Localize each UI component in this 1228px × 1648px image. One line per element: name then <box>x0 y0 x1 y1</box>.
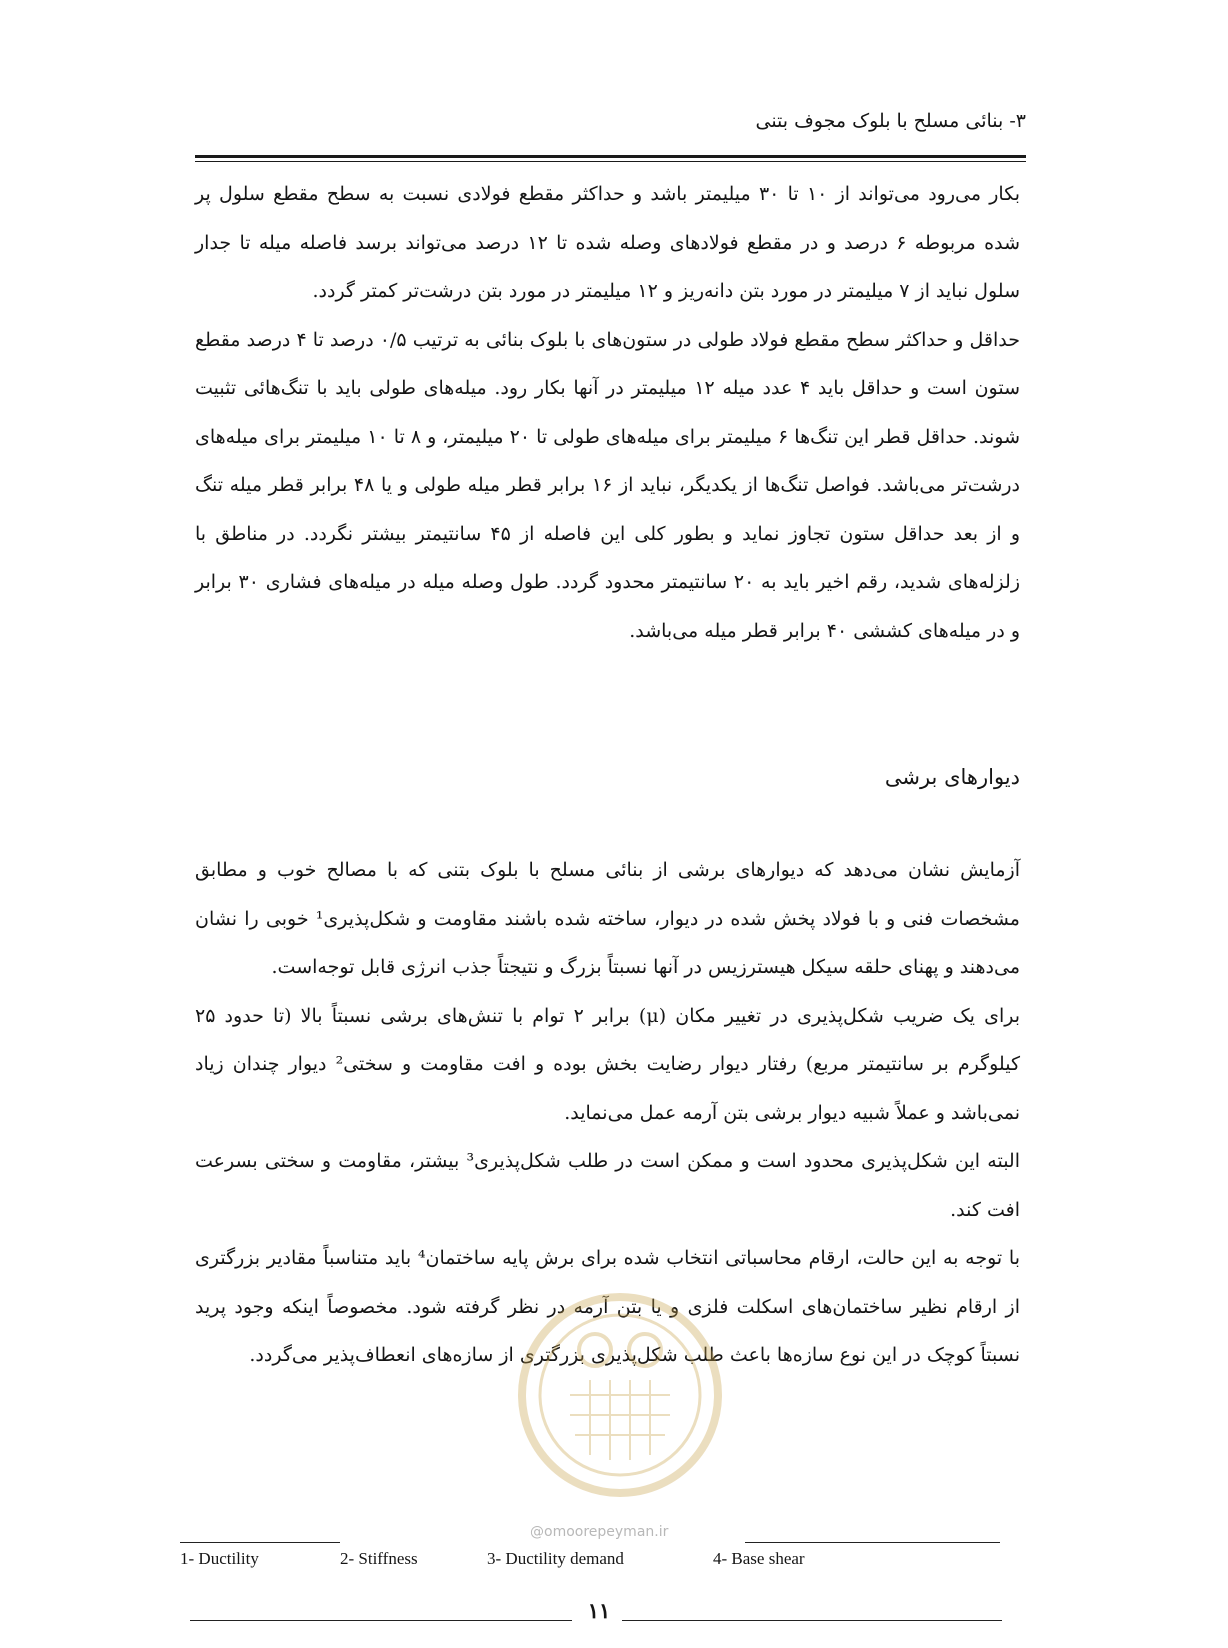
footer-rule <box>190 1620 572 1621</box>
footnote: 3- Ductility demand <box>487 1549 624 1568</box>
watermark-url: @omoorepeyman.ir <box>530 1524 669 1540</box>
footnote: 4- Base shear <box>713 1549 805 1568</box>
footnote-rule <box>745 1542 1000 1543</box>
paragraph: با توجه به این حالت، ارقام محاسباتی انتخاب شده برای برش پایه ساختمان⁴ باید متناسباً مقادیر بزرگتری از ارقام نظیر ساختمان‌های اسکلت فلزی و یا بتن آرمه در نظر گرفته شود. مخصوصاً اینکه وجود پرید نسبتاً کوچک در این نوع سازه‌ها باعث طلب شکل‌پذیری بزرگتری از سازه‌های انعطاف‌پذیر می‌گردد. <box>195 1247 1020 1366</box>
header-rule <box>195 155 1026 158</box>
paragraph: برای یک ضریب شکل‌پذیری در تغییر مکان (μ) برابر ۲ توام با تنش‌های برشی نسبتاً بالا (تا حدود ۲۵ کیلوگرم بر سانتیمتر مربع) رفتار دیوار رضایت بخش بوده و افت مقاومت و سختی² دیوار چندان زیاد نمی‌باشد و عملاً شبیه دیوار برشی بتن آرمه عمل می‌نماید. <box>195 1004 1020 1124</box>
watermark-stamp-icon <box>515 1290 725 1500</box>
running-head: ۳- بنائی مسلح با بلوک مجوف بتنی <box>755 110 1026 132</box>
paragraph: آزمایش نشان می‌دهد که دیوارهای برشی از بنائی مسلح با بلوک بتنی که با مصالح خوب و مطابق مشخصات فنی و با فولاد پخش شده در دیوار، ساخته شده باشند مقاومت و شکل‌پذیری¹ خوبی را نشان می‌دهند و پهنای حلقه سیکل هیسترزیس در آنها نسبتاً بزرگ و نتیجتاً جذب انرژی قابل توجه‌است. <box>195 859 1020 978</box>
body-text-top <box>195 170 1020 655</box>
paragraph: البته این شکل‌پذیری محدود است و ممکن است در طلب شکل‌پذیری³ بیشتر، مقاومت و سختی بسرعت افت کند. <box>195 1150 1020 1221</box>
footnote: 2- Stiffness <box>340 1549 418 1568</box>
paragraph: بکار می‌رود می‌تواند از ۱۰ تا ۳۰ میلیمتر باشد و حداکثر مقطع فولادی نسبت به سطح مقطع سلول پر شده مربوطه ۶ درصد و در مقطع فولادهای وصله شده تا ۱۲ درصد می‌تواند برسد فاصله میله تا جدار سلول نباید از ۷ میلیمتر در مورد بتن دانه‌ریز و ۱۲ میلیمتر در مورد بتن درشت‌تر کمتر گردد. <box>195 183 1021 302</box>
section-heading: دیوارهای برشی <box>884 765 1020 789</box>
footnote: 1- Ductility <box>180 1549 259 1568</box>
header-rule-thin <box>195 161 1026 162</box>
paragraph: حداقل و حداکثر سطح مقطع فولاد طولی در ستون‌های با بلوک بنائی به ترتیب ۰/۵ درصد تا ۴ درصد مقطع ستون است و حداقل باید ۴ عدد میله ۱۲ میلیمتر در آنها بکار رود. میله‌های طولی باید با تنگ‌هائی تثبیت شوند. حداقل قطر این تنگ‌ها ۶ میلیمتر برای میله‌های طولی تا ۲۰ میلیمتر، و ۸ تا ۱۰ میلیمتر برای میله‌های درشت‌تر می‌باشد. فواصل تنگ‌ها از یکدیگر، نباید از ۱۶ برابر قطر میله طولی و یا ۴۸ برابر قطر میله تنگ و از بعد حداقل ستون تجاوز نماید و بطور کلی این فاصله از ۴۵ سانتیمتر بیشتر نگردد. در مناطق با زلزله‌های شدید، رقم اخیر باید به ۲۰ سانتیمتر محدود گردد. طول وصله میله در میله‌های فشاری ۳۰ برابر و در میله‌های کششی ۴۰ برابر قطر میله می‌باشد. <box>195 328 1021 642</box>
page-number: ۱۱ <box>587 1598 611 1623</box>
footnote-rule <box>180 1542 340 1543</box>
footer-rule <box>622 1620 1002 1621</box>
